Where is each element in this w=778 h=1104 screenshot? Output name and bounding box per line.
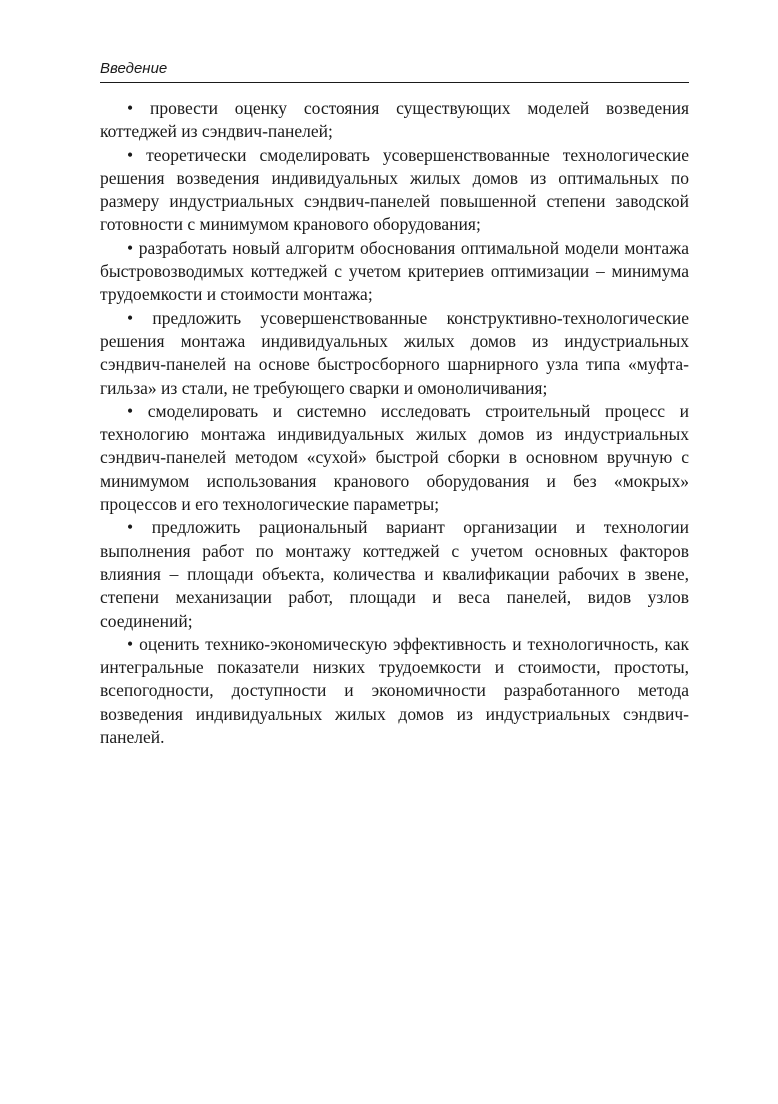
document-page — [100, 58, 689, 749]
running-header: Введение — [100, 58, 689, 83]
list-item: • теоретически смоделировать усовершенствованные технологические решения возведения индивидуальных жилых домов из оптимальных по размеру индустриальных сэндвич-панелей повышенной степени заводской готовности с минимумом кранового оборудования; — [100, 144, 689, 235]
list-item: • смоделировать и системно исследовать строительный процесс и технологию монтажа индивидуальных жилых домов из индустриальных сэндвич-панелей методом «сухой» быстрой сборки в основном вручную с минимумом использования кранового оборудования и без «мокрых» процессов и его технологические параметры; — [100, 400, 689, 515]
list-item: • провести оценку состояния существующих моделей возведения коттеджей из сэндвич-панелей; — [100, 98, 689, 142]
bullet-list — [100, 97, 689, 749]
list-item: • предложить усовершенствованные конструктивно-технологические решения монтажа индивидуальных жилых домов из индустриальных сэндвич-панелей на основе быстросборного шарнирного узла типа «муфта-гильза» из стали, не требующего сварки и омоноличивания; — [100, 307, 689, 398]
list-item: • предложить рациональный вариант организации и технологии выполнения работ по монтажу коттеджей с учетом основных факторов влияния – площади объекта, количества и квалификации рабочих в звене, степени механизации работ, площади и веса панелей, видов узлов соединений; — [100, 517, 689, 631]
list-item: • разработать новый алгоритм обоснования оптимальной модели монтажа быстровозводимых коттеджей с учетом критериев оптимизации – минимума трудоемкости и стоимости монтажа; — [100, 237, 689, 305]
list-item: • оценить технико-экономическую эффективность и технологичность, как интегральные показатели низких трудоемкости и стоимости, простоты, всепогодности, доступности и экономичности разработанного метода возведения индивидуальных жилых домов из индустриальных сэндвич-панелей. — [100, 633, 689, 748]
